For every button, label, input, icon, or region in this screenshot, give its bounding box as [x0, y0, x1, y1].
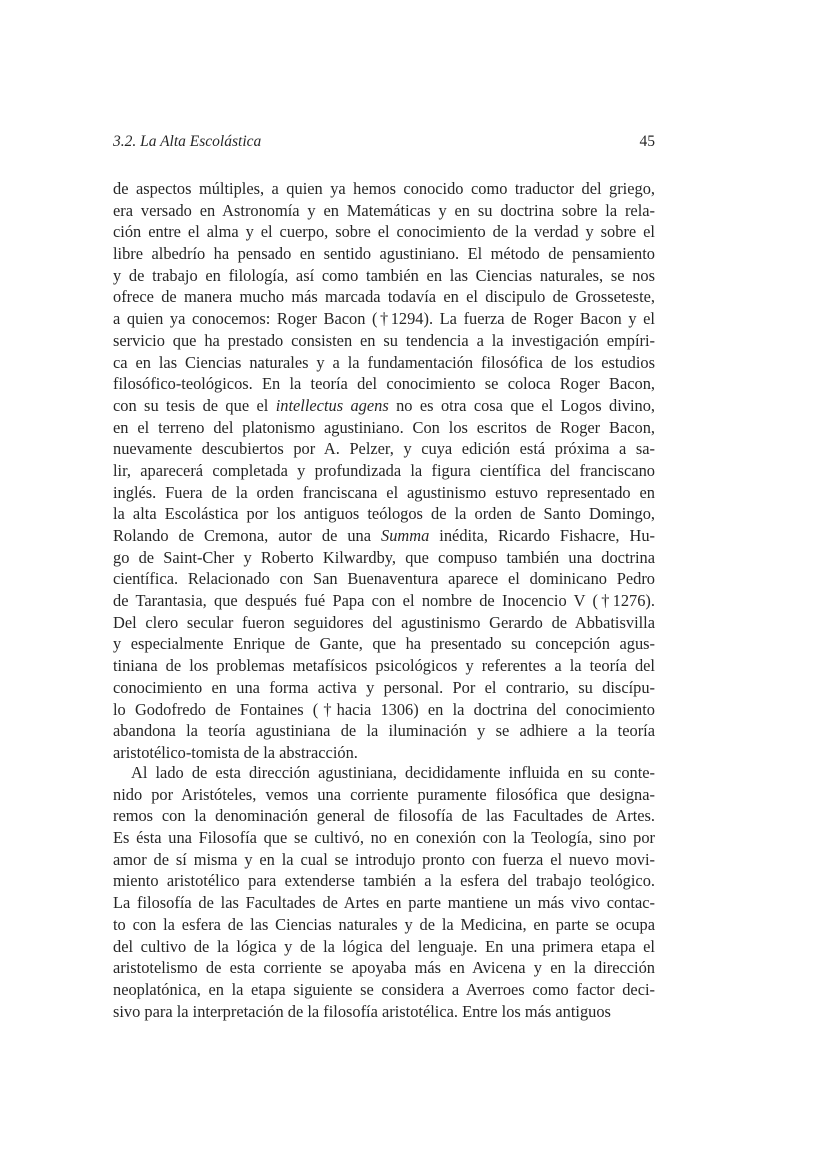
- text-line: Al lado de esta dirección agustiniana, decididamente influida en su conte-: [131, 763, 655, 782]
- text-run: Rolando de Cremona, autor de una: [113, 526, 382, 545]
- text-line: remos con la denominación general de filosofía de las Facultades de Artes.: [113, 806, 655, 826]
- text-line: filosófico-teológicos. En la teoría del conocimiento se coloca Roger Bacon,: [113, 374, 655, 394]
- text-line: ción entre el alma y el cuerpo, sobre el conocimiento de la verdad y sobre el: [113, 222, 655, 242]
- text-run: no es otra cosa que el Logos divino,: [388, 395, 655, 415]
- text-line: amor de sí misma y en la cual se introdujo pronto con fuerza el nuevo movi-: [113, 849, 655, 869]
- text-line: aristotelismo de esta corriente se apoyaba más en Avicena y en la dirección: [113, 958, 655, 978]
- text-line: del cultivo de la lógica y de la lógica del lenguaje. En una primera etapa el: [113, 936, 655, 956]
- text-line: inglés. Fuera de la orden franciscana el agustinismo estuvo representado en: [113, 482, 655, 502]
- italic-term: Summa: [381, 526, 430, 545]
- text-line: lir, aparecerá completada y profundizada la figura científica del franciscano: [113, 460, 655, 480]
- text-line: [113, 525, 655, 547]
- page-number: 45: [639, 133, 655, 150]
- section-title: 3.2. La Alta Escolástica: [113, 133, 262, 150]
- running-head: [113, 133, 655, 155]
- text-line: [113, 395, 655, 417]
- text-line: abandona la teoría agustiniana de la iluminación y se adhiere a la teoría: [113, 721, 655, 741]
- text-line: a quien ya conocemos: Roger Bacon (†1294). La fuerza de Roger Bacon y el: [113, 309, 655, 329]
- text-run: con su tesis de que el: [113, 395, 276, 415]
- text-line: to con la esfera de las Ciencias naturales y de la Medicina, en parte se ocupa: [113, 914, 655, 934]
- text-line: de aspectos múltiples, a quien ya hemos conocido como traductor del griego,: [113, 179, 655, 198]
- text-line: libre albedrío ha pensado en sentido agustiniano. El método de pensamiento: [113, 244, 655, 264]
- text-line: Es ésta una Filosofía que se cultivó, no en conexión con la Teología, sino por: [113, 828, 655, 848]
- text-line: y especialmente Enrique de Gante, que ha presentado su concepción agus-: [113, 634, 655, 654]
- text-line: aristotélico-tomista de la abstracción.: [113, 742, 358, 762]
- text-line: tiniana de los problemas metafísicos psicológicos y referentes a la teoría del: [113, 656, 655, 676]
- text-line: miento aristotélico para extenderse también a la esfera del trabajo teológico.: [113, 871, 655, 891]
- text-line: conocimiento en una forma activa y personal. Por el contrario, su discípu-: [113, 677, 655, 697]
- text-line: de Tarantasia, que después fué Papa con el nombre de Inocencio V (†1276).: [113, 591, 655, 611]
- text-run: inédita, Ricardo Fishacre, Hu-: [429, 526, 656, 545]
- text-line: La filosofía de las Facultades de Artes en parte mantiene un más vivo contac-: [113, 893, 655, 913]
- text-line: lo Godofredo de Fontaines (†hacia 1306) en la doctrina del conocimiento: [113, 699, 655, 719]
- text-line: científica. Relacionado con San Buenaventura aparece el dominicano Pedro: [113, 569, 655, 589]
- text-line: la alta Escolástica por los antiguos teólogos de la orden de Santo Domingo,: [113, 504, 655, 524]
- text-line: go de Saint-Cher y Roberto Kilwardby, que compuso también una doctrina: [113, 547, 655, 567]
- text-line: en el terreno del platonismo agustiniano. Con los escritos de Roger Bacon,: [113, 417, 655, 437]
- text-line: era versado en Astronomía y en Matemáticas y en su doctrina sobre la rela-: [113, 200, 655, 220]
- text-line: ofrece de manera mucho más marcada todavía en el discipulo de Grosseteste,: [113, 287, 655, 307]
- text-line: y de trabajo en filología, así como también en las Ciencias naturales, se nos: [113, 265, 655, 285]
- text-line: neoplatónica, en la etapa siguiente se considera a Averroes como factor deci-: [113, 979, 655, 999]
- paragraph-agustinismo: [113, 178, 655, 764]
- text-line: sivo para la interpretación de la filosofía aristotélica. Entre los más antiguos: [113, 1001, 611, 1021]
- italic-term: intellectus agens: [275, 395, 389, 415]
- text-line: nuevamente descubiertos por A. Pelzer, y cuya edición está próxima a sa-: [113, 439, 655, 459]
- paragraph-facultades-de-artes: [113, 762, 655, 1022]
- text-line: ca en las Ciencias naturales y a la fundamentación filosófica de los estudios: [113, 352, 655, 372]
- text-line: nido por Aristóteles, vemos una corriente puramente filosófica que designa-: [113, 784, 655, 804]
- text-line: servicio que ha prestado consisten en su tendencia a la investigación empíri-: [113, 330, 655, 350]
- text-line: Del clero secular fueron seguidores del agustinismo Gerardo de Abbatisvilla: [113, 612, 655, 632]
